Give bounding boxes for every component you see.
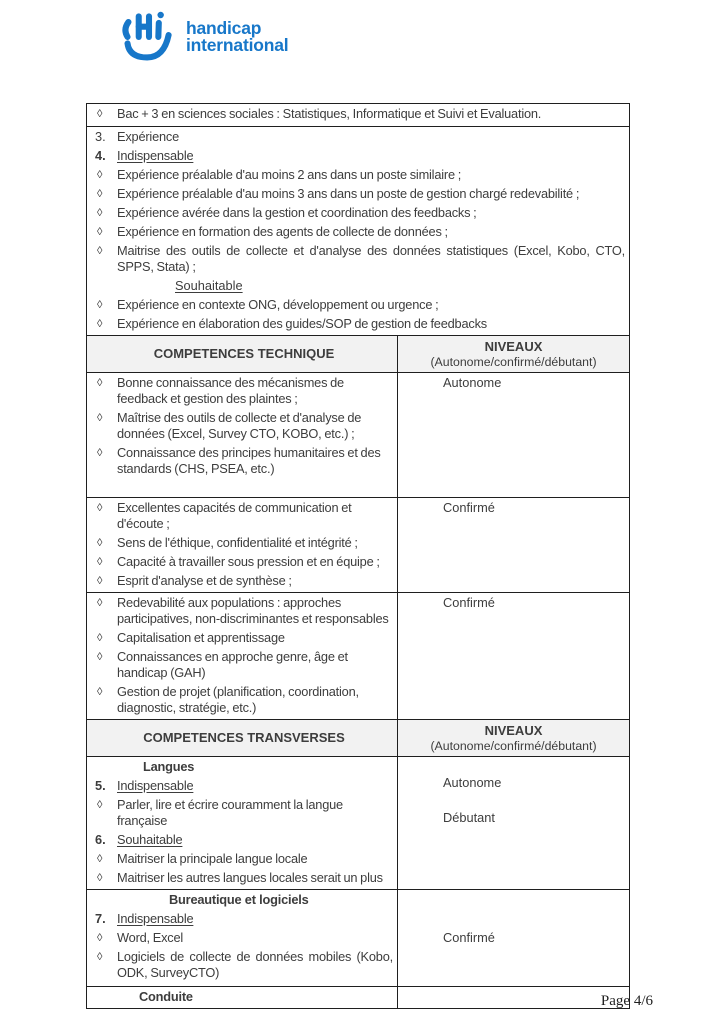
diamond-bullet-icon: ◊ [97,537,103,549]
bullet-item [95,167,625,183]
diamond-bullet-icon: ◊ [97,169,103,181]
competency-table [86,103,630,1009]
bullet-item [95,684,393,716]
numbered-item-text: Indispensable [117,911,194,926]
table-row [87,986,629,1008]
bullet-item-text: Word, Excel [117,930,184,945]
niveau-value: Confirmé [443,595,495,610]
diamond-bullet-icon: ◊ [97,226,103,238]
niveau-value: Confirmé [443,929,495,945]
diamond-bullet-icon: ◊ [97,853,103,865]
diamond-bullet-icon: ◊ [97,447,103,459]
bullet-item-text: Bac + 3 en sciences sociales : Statistiques, Informatique et Suivi et Evaluation. [117,106,542,121]
table-row [87,889,629,986]
niveau-cell [397,757,629,889]
bullet-item-text: Maîtrise des outils de collecte et d'analyse de données (Excel, Survey CTO, KOBO, etc.) ; [117,410,362,441]
bullet-item-text: Expérience en formation des agents de collecte de données ; [117,224,448,239]
diamond-bullet-icon: ◊ [97,502,103,514]
bullet-item-text: Connaissances en approche genre, âge et handicap (GAH) [117,649,348,680]
group-heading: Bureautique et logiciels [169,892,309,907]
logo-line-1: handicap [186,18,262,38]
item-number: 5. [95,778,106,793]
sub-section-heading-text: Souhaitable [175,278,243,293]
bullet-item [95,445,393,477]
diamond-bullet-icon: ◊ [97,412,103,424]
bullet-item-text: Expérience préalable d'au moins 3 ans dans un poste de gestion chargé redevabilité ; [117,186,580,201]
bullet-item [95,297,625,313]
item-number: 6. [95,832,106,847]
diamond-bullet-icon: ◊ [97,686,103,698]
diamond-bullet-icon: ◊ [97,188,103,200]
table-row [87,335,629,372]
bullet-item-text: Parler, lire et écrire couramment la langue française [117,797,343,828]
bullet-item-text: Maitriser la principale langue locale [117,851,308,866]
niveau-cell [397,373,629,497]
niveau-value: Confirmé [443,500,495,515]
numbered-item-text: Indispensable [117,778,194,793]
niveau-cell [397,593,629,719]
numbered-item [95,832,393,848]
logo-wordmark [186,20,288,54]
numbered-item [95,778,393,794]
diamond-bullet-icon: ◊ [97,299,103,311]
numbered-item [95,911,393,927]
numbered-item-text: Souhaitable [117,832,183,847]
bullet-item [95,949,393,981]
niveaux-header-subtitle: (Autonome/confirmé/débutant) [430,355,597,369]
table-row [87,104,629,126]
niveaux-header-title: NIVEAUX [484,339,543,354]
section-header-cell [87,720,397,756]
bullet-item-text: Expérience avérée dans la gestion et coordination des feedbacks ; [117,205,477,220]
diamond-bullet-icon: ◊ [97,597,103,609]
sub-section-heading [95,278,625,294]
bullet-item [95,205,625,221]
niveau-value: Autonome [443,375,502,390]
item-number: 4. [95,148,106,163]
bullet-item [95,186,625,202]
bullet-item [95,851,393,867]
criteria-cell [87,104,629,126]
page-number: Page 4/6 [600,993,653,1009]
diamond-bullet-icon: ◊ [97,799,103,811]
table-row [87,719,629,756]
niveau-value: Débutant [443,810,495,825]
niveau-cell [397,498,629,592]
bullet-item [95,106,625,122]
bullet-item [95,535,393,551]
hi-hand-icon [116,8,182,64]
table-row [87,126,629,335]
numbered-item [95,129,625,145]
bullet-item [95,316,625,332]
bullet-item [95,375,393,407]
bullet-item-text: Capacité à travailler sous pression et en équipe ; [117,554,380,569]
diamond-bullet-icon: ◊ [97,556,103,568]
bullet-item-text: Capitalisation et apprentissage [117,630,285,645]
bullet-item-text: Bonne connaissance des mécanismes de feedback et gestion des plaintes ; [117,375,344,406]
niveaux-header-subtitle: (Autonome/confirmé/débutant) [430,739,597,753]
table-row [87,497,629,592]
criteria-cell [87,498,397,592]
bullet-item-text: Maitrise des outils de collecte et d'analyse des données statistiques (Excel, Kobo, CTO, SPPS, Stata) ; [117,243,625,274]
group-heading: Conduite [139,989,193,1004]
diamond-bullet-icon: ◊ [97,632,103,644]
criteria-cell [87,373,397,497]
bullet-item-text: Expérience préalable d'au moins 2 ans dans un poste similaire ; [117,167,462,182]
bullet-item [95,224,625,240]
niveaux-header-title: NIVEAUX [484,723,543,738]
section-header-label: COMPETENCES TECHNIQUE [153,345,335,361]
item-number: 7. [95,911,106,926]
bullet-item-text: Connaissance des principes humanitaires et des standards (CHS, PSEA, etc.) [117,445,381,476]
group-heading: Langues [143,759,195,774]
section-header-cell [87,336,397,372]
logo-line-2: international [186,35,289,55]
niveau-cell [397,890,629,986]
diamond-bullet-icon: ◊ [97,872,103,884]
diamond-bullet-icon: ◊ [97,651,103,663]
bullet-item [95,243,625,275]
bullet-item-text: Logiciels de collecte de données mobiles (Kobo, ODK, SurveyCTO) [117,949,393,980]
criteria-cell [87,987,397,1008]
criteria-cell [87,890,397,986]
niveaux-header-cell [397,336,629,372]
diamond-bullet-icon: ◊ [97,951,103,963]
criteria-cell [87,757,397,889]
bullet-item [95,930,393,946]
numbered-item [95,148,625,164]
numbered-item-text: Indispensable [117,148,194,163]
bullet-item-text: Excellentes capacités de communication et d'écoute ; [117,500,352,531]
bullet-item [95,554,393,570]
bullet-item [95,649,393,681]
bullet-item-text: Maitriser les autres langues locales serait un plus [117,870,383,885]
section-header-label: COMPETENCES TRANSVERSES [143,729,345,745]
bullet-item [95,630,393,646]
bullet-item-text: Esprit d'analyse et de synthèse ; [117,573,292,588]
bullet-item-text: Expérience en élaboration des guides/SOP de gestion de feedbacks [117,316,487,331]
bullet-item [95,410,393,442]
numbered-item-text: Expérience [117,129,180,144]
table-row [87,592,629,719]
bullet-item-text: Gestion de projet (planification, coordination, diagnostic, stratégie, etc.) [117,684,359,715]
niveaux-header-cell [397,720,629,756]
table-row [87,372,629,497]
niveau-value: Autonome [443,775,502,790]
bullet-item [95,500,393,532]
diamond-bullet-icon: ◊ [97,575,103,587]
handicap-international-logo [116,8,288,64]
bullet-item [95,573,393,589]
bullet-item [95,870,393,886]
bullet-item [95,797,393,829]
bullet-item-text: Redevabilité aux populations : approches participatives, non-discriminantes et responsables [117,595,389,626]
diamond-bullet-icon: ◊ [97,932,103,944]
item-number: 3. [95,129,106,144]
diamond-bullet-icon: ◊ [97,108,103,120]
diamond-bullet-icon: ◊ [97,207,103,219]
table-row [87,756,629,889]
criteria-cell [87,127,629,335]
criteria-cell [87,593,397,719]
bullet-item-text: Sens de l'éthique, confidentialité et intégrité ; [117,535,358,550]
bullet-item [95,595,393,627]
niveau-cell [397,987,629,1008]
diamond-bullet-icon: ◊ [97,377,103,389]
bullet-item-text: Expérience en contexte ONG, développement ou urgence ; [117,297,439,312]
diamond-bullet-icon: ◊ [97,245,103,257]
diamond-bullet-icon: ◊ [97,318,103,330]
